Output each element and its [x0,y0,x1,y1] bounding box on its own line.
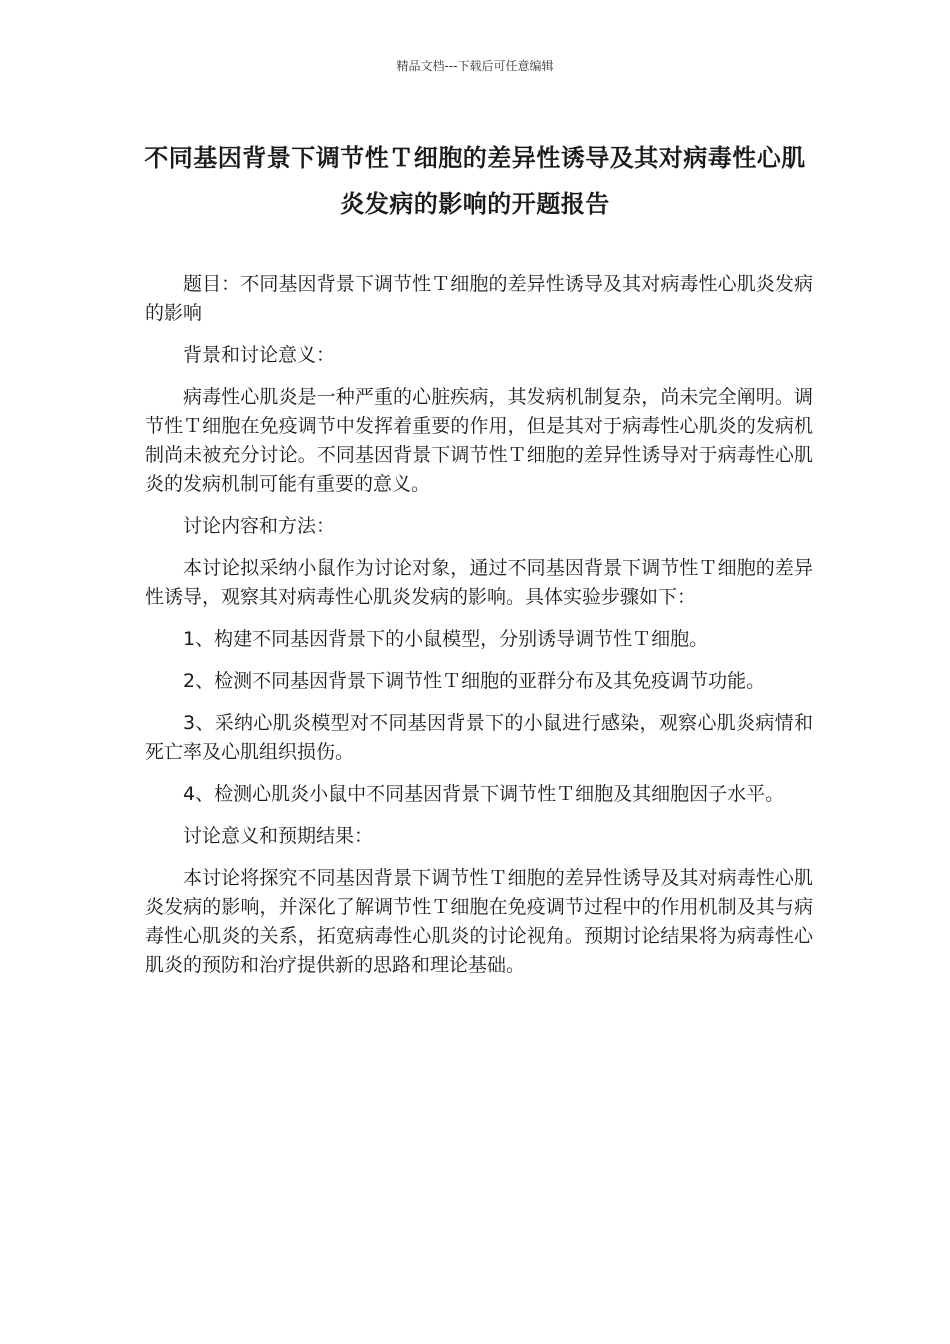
step-3: 3、采纳心肌炎模型对不同基因背景下的小鼠进行感染，观察心肌炎病情和死亡率及心肌组织损伤。 [145,712,813,763]
step-4: 4、检测心肌炎小鼠中不同基因背景下调节性Ｔ细胞及其细胞因子水平。 [183,783,785,805]
header-note: 精品文档---下载后可任意编辑 [396,59,554,73]
step-2: 2、检测不同基因背景下调节性Ｔ细胞的亚群分布及其免疫调节功能。 [183,670,766,692]
document-title: 不同基因背景下调节性Ｔ细胞的差异性诱导及其对病毒性心肌炎发病的影响的开题报告 [144,144,806,218]
result-paragraph: 本讨论将探究不同基因背景下调节性Ｔ细胞的差异性诱导及其对病毒性心肌炎发病的影响，并深化了解调节性Ｔ细胞在免疫调节过程中的作用机制及其与病毒性心肌炎的关系，拓宽病毒性心肌炎的讨论视角。预期讨论结果将为病毒性心肌炎的预防和治疗提供新的思路和理论基础。 [145,867,813,976]
background-heading: 背景和讨论意义： [183,344,336,366]
method-paragraph: 本讨论拟采纳小鼠作为讨论对象，通过不同基因背景下调节性Ｔ细胞的差异性诱导，观察其对病毒性心肌炎发病的影响。具体实验步骤如下： [145,557,813,608]
result-heading: 讨论意义和预期结果： [183,825,374,847]
background-paragraph: 病毒性心肌炎是一种严重的心脏疾病，其发病机制复杂，尚未完全阐明。调节性Ｔ细胞在免疫调节中发挥着重要的作用，但是其对于病毒性心肌炎的发病机制尚未被充分讨论。不同基因背景下调节性Ｔ细胞的差异性诱导对于病毒性心肌炎的发病机制可能有重要的意义。 [145,386,813,495]
step-1: 1、构建不同基因背景下的小鼠模型，分别诱导调节性Ｔ细胞。 [183,628,709,650]
topic-paragraph: 题目：不同基因背景下调节性Ｔ细胞的差异性诱导及其对病毒性心肌炎发病的影响 [145,273,813,324]
document-body [145,270,813,993]
method-heading: 讨论内容和方法： [183,515,336,537]
